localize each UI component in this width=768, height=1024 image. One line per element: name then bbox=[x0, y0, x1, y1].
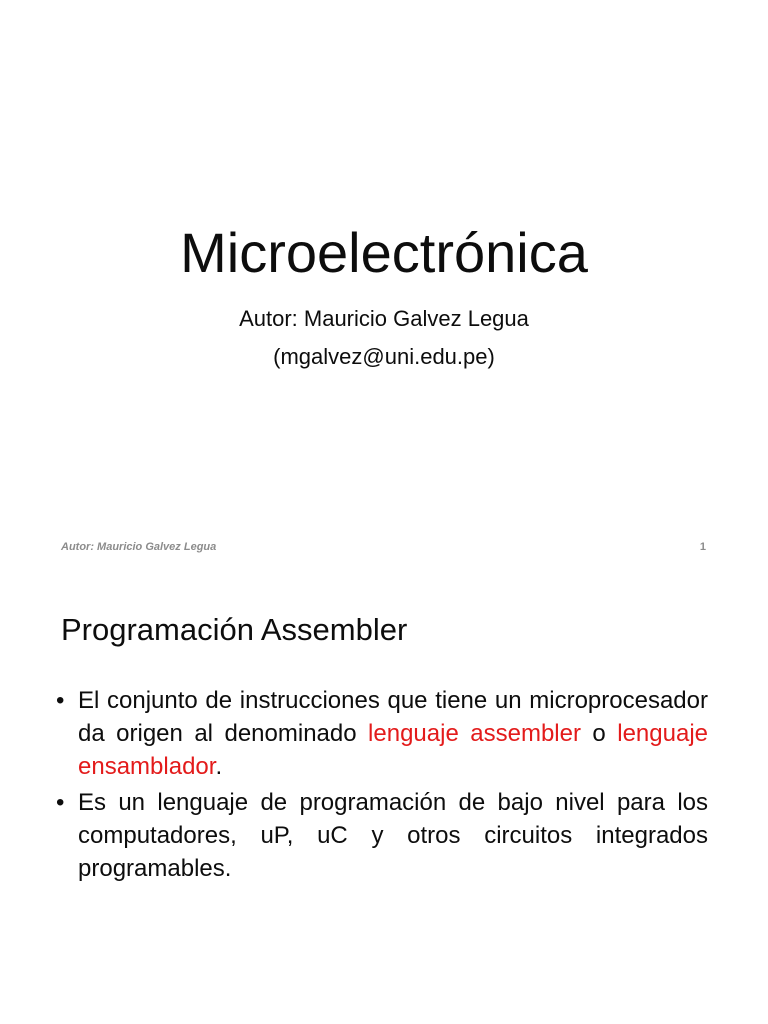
author-subtitle: Autor: Mauricio Galvez Legua bbox=[239, 306, 529, 331]
bullet-text: o bbox=[580, 720, 618, 747]
bullet-item bbox=[56, 786, 708, 885]
slide-title: Programación Assembler bbox=[61, 612, 408, 647]
bullet-text: Es un lenguaje de programación de bajo nivel para los computadores, uP, uC y otros circuitos integrados programables. bbox=[78, 789, 708, 882]
email-subtitle: (mgalvez@uni.edu.pe) bbox=[273, 344, 495, 369]
highlight-term: lenguaje ensamblador bbox=[78, 720, 708, 780]
slide-2 bbox=[0, 576, 768, 1024]
bullet-item bbox=[56, 684, 708, 783]
page-number: 1 bbox=[699, 541, 706, 553]
highlight-term: lenguaje assembler bbox=[368, 720, 581, 747]
bullet-icon: • bbox=[56, 687, 65, 714]
slide-title: Microelectrónica bbox=[180, 221, 588, 284]
bullet-list bbox=[56, 684, 708, 888]
bullet-text: El conjunto de instrucciones que tiene un microprocesador da origen al denominado bbox=[78, 687, 708, 747]
footer-author: Autor: Mauricio Galvez Legua bbox=[61, 541, 217, 553]
bullet-icon: • bbox=[56, 789, 65, 816]
bullet-text: . bbox=[215, 753, 223, 780]
